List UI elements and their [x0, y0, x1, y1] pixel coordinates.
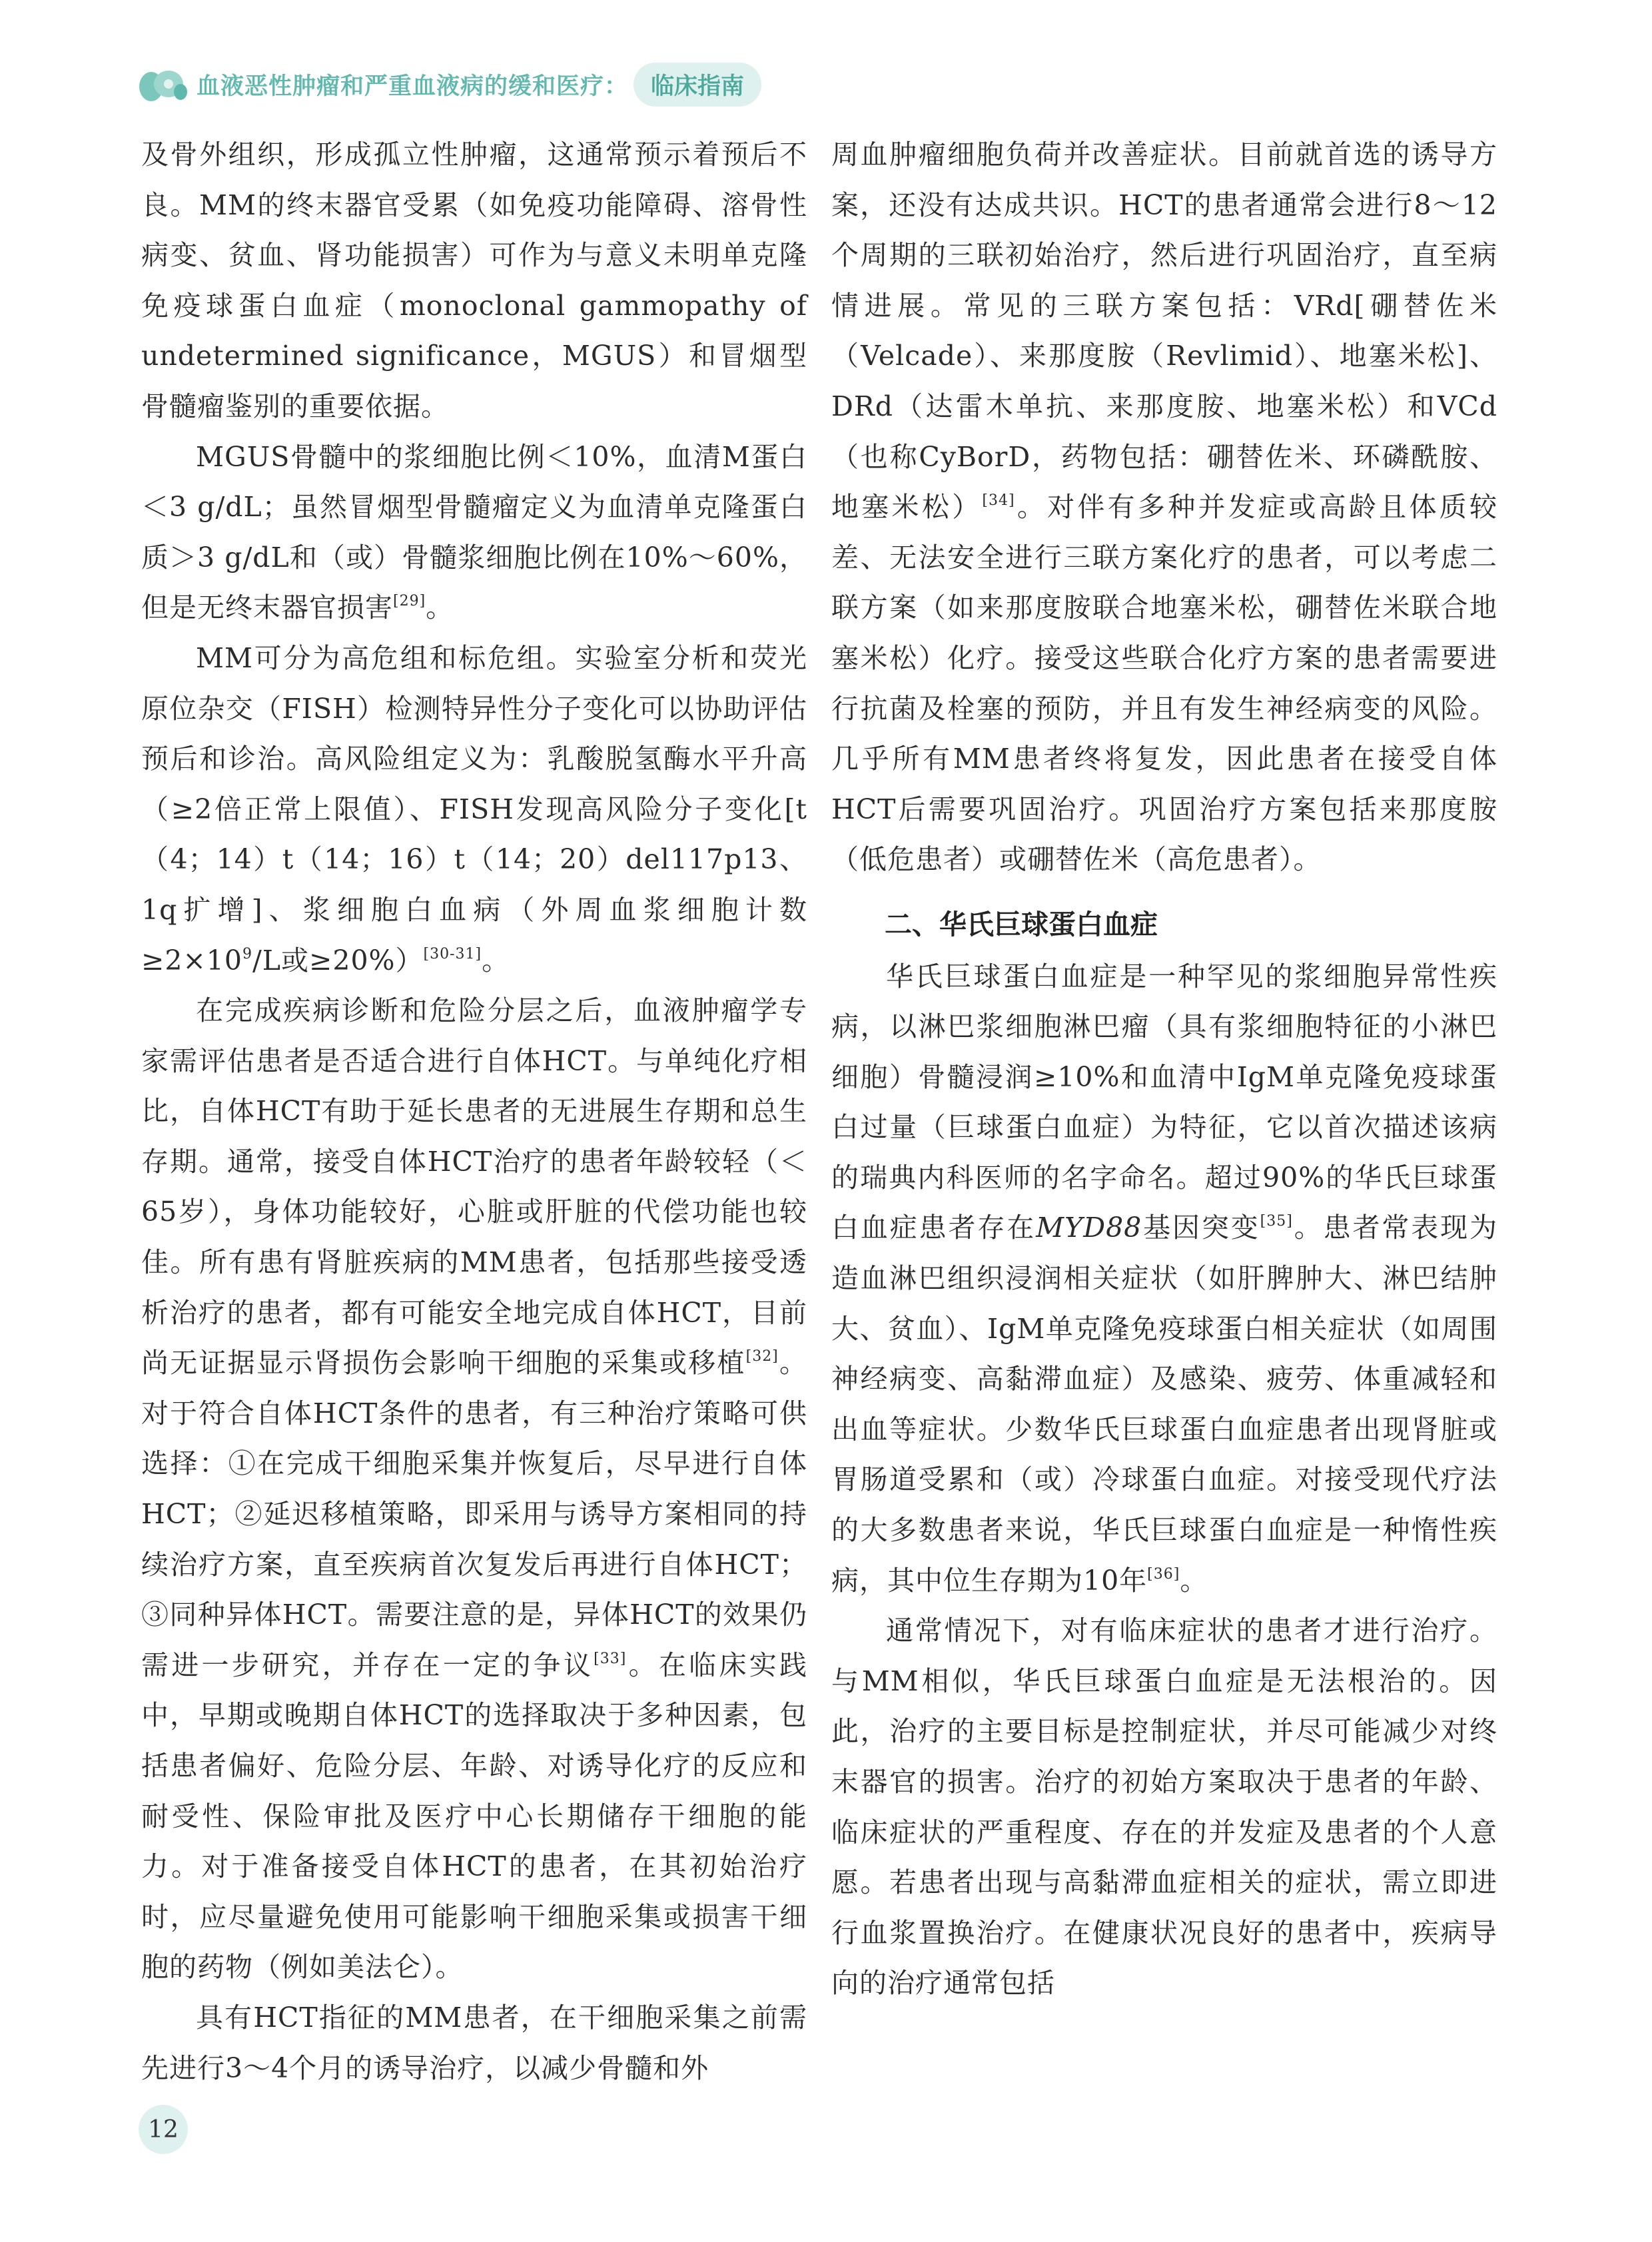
right-column: [831, 130, 1497, 2009]
paragraph-8: 通常情况下，对有临床症状的患者才进行治疗。与MM相似，华氏巨球蛋白血症是无法根治的。因此，治疗的主要目标是控制症状，并尽可能减少对终末器官的损害。治疗的初始方案取决于患者的年龄、临床症状的严重程度、存在的并发症及患者的个人意愿。若患者出现与高黏滞血症相关的症状，需立即进行血浆置换治疗。在健康状况良好的患者中，疾病导向的治疗通常包括: [831, 1615, 1497, 2000]
paragraph-6: 周血肿瘤细胞负荷并改善症状。目前就首选的诱导方案，还没有达成共识。HCT的患者通常会进行8～12个周期的三联初始治疗，然后进行巩固治疗，直至病情进展。常见的三联方案包括：VRd[硼替佐米（Velcade）、来那度胺（Revlimid）、地塞米松]、DRd（达雷木单抗、来那度胺、地塞米松）和VCd（也称CyBorD，药物包括：硼替佐米、环磷酰胺、地塞米松）[34]。对伴有多种并发症或高龄且体质较差、无法安全进行三联方案化疗的患者，可以考虑二联方案（如来那度胺联合地塞米松，硼替佐米联合地塞米松）化疗。接受这些联合化疗方案的患者需要进行抗菌及栓塞的预防，并且有发生神经病变的风险。几乎所有MM患者终将复发，因此患者在接受自体HCT后需要巩固治疗。巩固治疗方案包括来那度胺（低危患者）或硼替佐米（高危患者）。: [831, 139, 1498, 876]
citation: [29]: [393, 593, 426, 610]
citation: [36]: [1147, 1565, 1180, 1583]
paragraph-3: MM可分为高危组和标危组。实验室分析和荧光原位杂交（FISH）检测特异性分子变化可以协助评估预后和诊治。高风险组定义为：乳酸脱氢酶水平升高（≥2倍正常上限值）、FISH发现高风险分子变化[t（4；14）t（14；16）t（14；20）del117p13、1q扩增]、浆细胞白血病（外周血浆细胞计数$\ge 2\times 10^9/L$或≥20%）[30-31]。: [141, 641, 807, 976]
left-column: [141, 130, 807, 2093]
cells-logo-icon: [137, 64, 189, 105]
citation: [32]: [745, 1348, 779, 1365]
paragraph-1: 及骨外组织，形成孤立性肿瘤，这通常预示着预后不良。MM的终末器官受累（如免疫功能障碍、溶骨性病变、贫血、肾功能损害）可作为与意义未明单克隆免疫球蛋白血症（monoclonal gammopathy of undetermined significance，MGUS）和冒烟型骨髓瘤鉴别的重要依据。: [141, 139, 807, 422]
paragraph-5: 具有HCT指征的MM患者，在干细胞采集之前需先进行3～4个月的诱导治疗，以减少骨髓和外: [141, 2001, 807, 2084]
citation: [33]: [594, 1650, 627, 1667]
citation: [30-31]: [423, 945, 482, 962]
gene-name: MYD88: [1036, 1212, 1142, 1244]
paragraph-2: MGUS骨髓中的浆细胞比例＜10%，血清M蛋白＜3 g/dL；虽然冒烟型骨髓瘤定义为血清单克隆蛋白质＞3 g/dL和（或）骨髓浆细胞比例在10%～60%，但是无终末器官损害[29]。: [141, 440, 807, 624]
citation: [35]: [1260, 1213, 1293, 1230]
exponent: 9: [242, 945, 252, 962]
book-subtitle-tag: 临床指南: [633, 63, 761, 107]
page-number: 12: [139, 2105, 188, 2154]
citation: [34]: [982, 492, 1015, 510]
book-title: 血液恶性肿瘤和严重血液病的缓和医疗：: [197, 73, 629, 100]
section-heading: 二、华氏巨球蛋白血症: [885, 908, 1158, 940]
paragraph-7: 华氏巨球蛋白血症是一种罕见的浆细胞异常性疾病，以淋巴浆细胞淋巴瘤（具有浆细胞特征的小淋巴细胞）骨髓浸润≥10%和血清中IgM单克隆免疫球蛋白过量（巨球蛋白血症）为特征，它以首次描述该病的瑞典内科医师的名字命名。超过90%的华氏巨球蛋白血症患者存在MYD88基因突变[35]。患者常表现为造血淋巴组织浸润相关症状（如肝脾肿大、淋巴结肿大、贫血）、IgM单克隆免疫球蛋白相关症状（如周围神经病变、高黏滞血症）及感染、疲劳、体重减轻和出血等症状。少数华氏巨球蛋白血症患者出现肾脏或胃肠道受累和（或）冷球蛋白血症。对接受现代疗法的大多数患者来说，华氏巨球蛋白血症是一种惰性疾病，其中位生存期为10年[36]。: [831, 960, 1498, 1597]
paragraph-4: 在完成疾病诊断和危险分层之后，血液肿瘤学专家需评估患者是否适合进行自体HCT。与单纯化疗相比，自体HCT有助于延长患者的无进展生存期和总生存期。通常，接受自体HCT治疗的患者年龄较轻（＜65岁），身体功能较好，心脏或肝脏的代偿功能也较佳。所有患有肾脏疾病的MM患者，包括那些接受透析治疗的患者，都有可能安全地完成自体HCT，目前尚无证据显示肾损伤会影响干细胞的采集或移植[32]。对于符合自体HCT条件的患者，有三种治疗策略可供选择：①在完成干细胞采集并恢复后，尽早进行自体HCT；②延迟移植策略，即采用与诱导方案相同的持续治疗方案，直至疾病首次复发后再进行自体HCT；③同种异体HCT。需要注意的是，异体HCT的效果仍需进一步研究，并存在一定的争议[33]。在临床实践中，早期或晚期自体HCT的选择取决于多种因素，包括患者偏好、危险分层、年龄、对诱导化疗的反应和耐受性、保险审批及医疗中心长期储存干细胞的能力。对于准备接受自体HCT的患者，在其初始治疗时，应尽量避免使用可能影响干细胞采集或损害干细胞的药物（例如美法仑）。: [141, 994, 808, 1984]
running-header: [137, 61, 761, 108]
